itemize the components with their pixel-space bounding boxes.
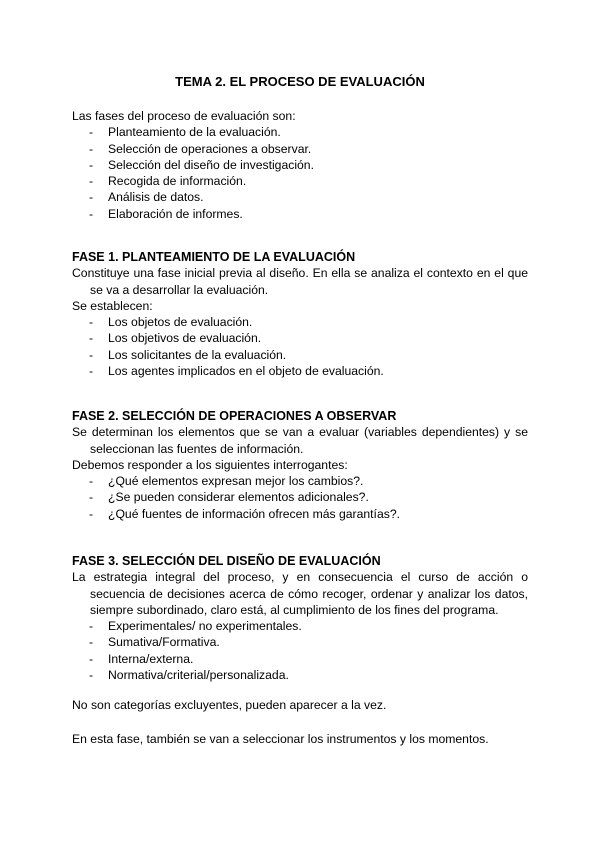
fase2-lead: Debemos responder a los siguientes interrogantes: [72,457,348,472]
fase1-list [72,314,528,379]
fase1-heading: FASE 1. PLANTEAMIENTO DE LA EVALUACIÓN [72,250,356,264]
list-item: - Normativa/criterial/personalizada. [89,668,289,683]
list-item: - Recogida de información. [89,174,247,189]
list-item: - Experimentales/ no experimentales. [89,619,302,634]
list-item: - Sumativa/Formativa. [89,635,220,650]
fase3-section [72,553,528,683]
fase3-note-instruments: En esta fase, también se van a seleccionar los instrumentos y los momentos. [72,732,489,746]
list-item: - ¿Qué fuentes de información ofrecen más garantías?. [89,506,400,521]
document-title: TEMA 2. EL PROCESO DE EVALUACIÓN [175,74,425,89]
fase1-section [72,249,528,379]
list-item: - Interna/externa. [89,651,194,666]
phases-list [72,124,528,222]
list-item: - Selección de operaciones a observar. [89,141,312,156]
list-item: - Los agentes implicados en el objeto de evaluación. [89,364,384,379]
fase2-list [72,473,528,522]
list-item: - Análisis de datos. [89,190,204,205]
list-item: - Los objetos de evaluación. [89,315,253,330]
fase2-section [72,408,528,522]
fase3-list [72,618,528,683]
list-item: - Los objetivos de evaluación. [89,331,262,346]
list-item: - ¿Se pueden considerar elementos adicionales?. [89,490,369,505]
fase1-lead: Se establecen: [72,298,153,313]
intro-text: Las fases del proceso de evaluación son: [72,109,296,123]
fase2-heading: FASE 2. SELECCIÓN DE OPERACIONES A OBSERVAR [72,409,397,423]
fase3-heading: FASE 3. SELECCIÓN DEL DISEÑO DE EVALUACIÓN [72,554,381,568]
list-item: - Planteamiento de la evaluación. [89,125,281,140]
list-item: - Selección del diseño de investigación. [89,157,314,172]
fase2-paragraph: Se determinan los elementos que se van a evaluar (variables dependientes) y se seleccionan las fuentes de información. [72,425,528,456]
intro-section [72,108,528,222]
list-item: - ¿Qué elementos expresan mejor los cambios?. [89,474,364,489]
fase3-paragraph: La estrategia integral del proceso, y en consecuencia el curso de acción o secuencia de decisiones acerca de cómo recoger, ordenar y analizar los datos, siempre subordinado, claro está, al cumplimiento de los fines del programa. [72,570,528,617]
fase1-paragraph: Constituye una fase inicial previa al diseño. En ella se analiza el contexto en el que se va a desarrollar la evaluación. [72,266,528,297]
fase3-note-categories: No son categorías excluyentes, pueden aparecer a la vez. [72,698,387,712]
list-item: - Los solicitantes de la evaluación. [89,347,287,362]
list-item: - Elaboración de informes. [89,206,243,221]
